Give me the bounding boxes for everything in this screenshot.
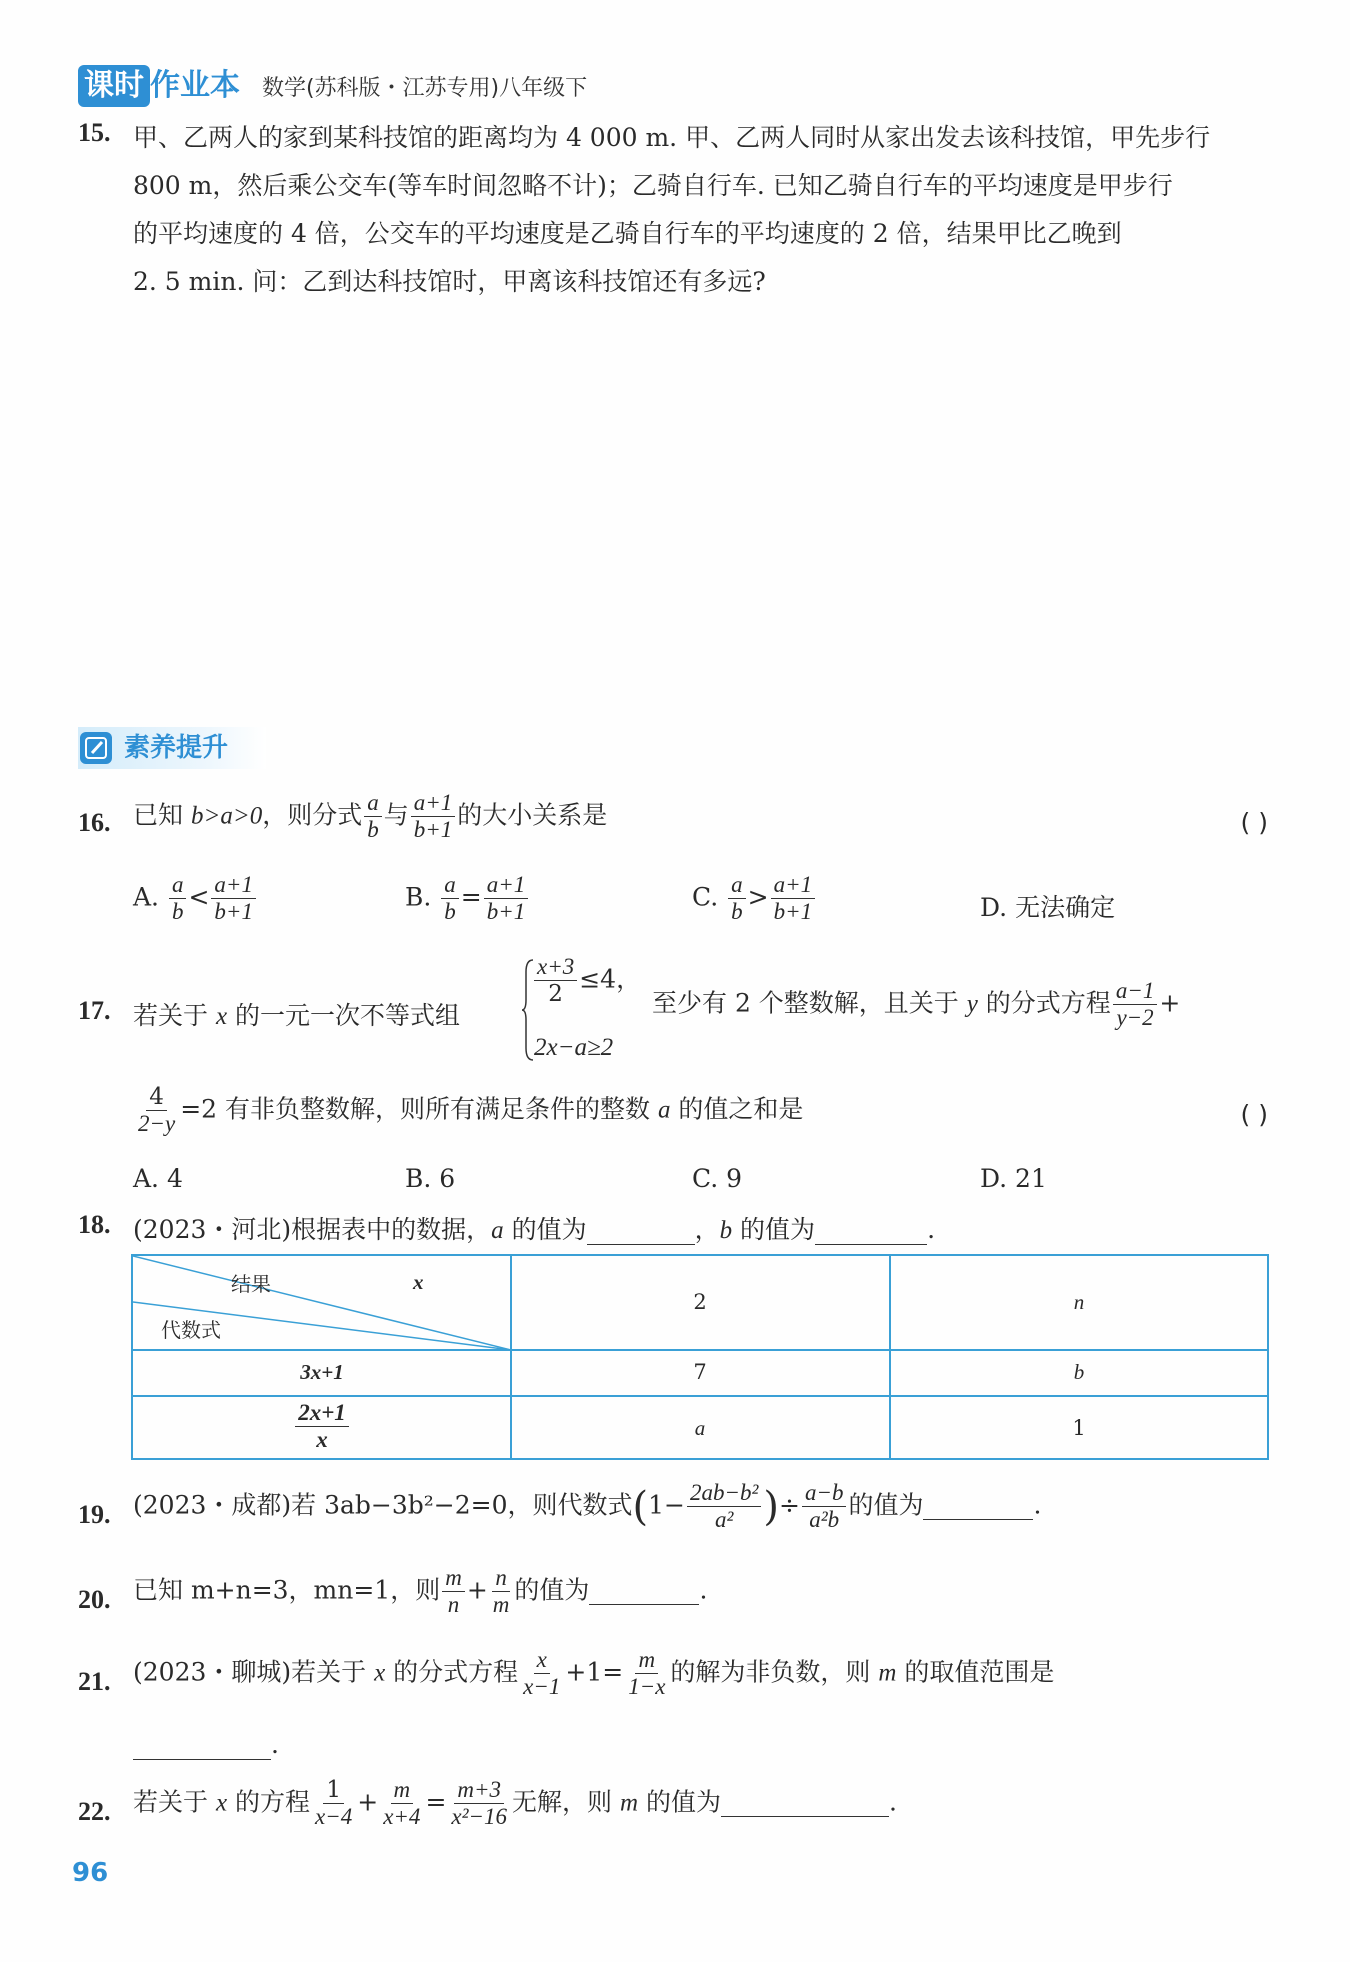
question-number: 22. [78,1797,111,1826]
subject-label: 数学(苏科版・江苏专用)八年级下 [261,76,588,101]
section-title: 素养提升 [124,733,229,763]
fraction: $\frac{a+1}{b+1}$ [411,790,456,844]
option-d: D. 无法确定 [980,893,1116,922]
answer-blank[interactable] [133,1730,271,1760]
q15-line-4: 2. 5 min. 问：乙到达科技馆时，甲离该科技馆还有多远? [133,267,766,296]
corner-x-label: x [413,1270,424,1294]
q21-text: (2023・聊城)若关于 x 的分式方程 $\frac{x}{x-1}$ +1= $\frac{m}{1-x}$ 的解为非负数，则 m 的取值范围是 [133,1647,1055,1700]
q17-line-1b: 至少有 2 个整数解，且关于 y 的分式方程 $\frac{a-1}{y-2}$ + [652,978,1181,1031]
q18-text: (2023・河北)根据表中的数据，a 的值为 ，b 的值为 . [133,1215,936,1244]
logo-box: 课时 [78,65,150,107]
fraction: $\frac{a}{b}$ [364,790,382,844]
question-number: 20. [78,1585,111,1614]
logo-text: 作业本 [150,68,240,103]
corner-bottom-label: 代数式 [161,1318,221,1342]
question-number: 15. [78,118,111,147]
header-cell: n [1073,1290,1085,1314]
answer-parentheses: ( ) [1240,1100,1268,1129]
q17-line-2: $\frac{4}{2-y}$ =2 有非负整数解，则所有满足条件的整数 a 的值之和是 [138,1084,804,1137]
option-a: A. $\frac{a}{b}$ < $\frac{a+1}{b+1}$ [133,872,258,926]
q21-answer-line: . [133,1730,279,1760]
pencil-icon [80,732,112,764]
page-number: 96 [72,1858,109,1888]
answer-blank[interactable] [589,1575,699,1605]
option-b: B. 6 [405,1164,456,1193]
page-header [78,60,587,107]
answer-parentheses: ( ) [1240,808,1268,837]
answer-blank[interactable] [587,1215,695,1245]
option-a: A. 4 [133,1164,183,1193]
q15-line-2: 800 m，然后乘公交车(等车时间忽略不计)；乙骑自行车. 已知乙骑自行车的平均速度是甲步行 [133,171,1173,200]
answer-blank[interactable] [815,1215,927,1245]
q19-text: (2023・成都)若 3ab−3b²−2=0，则代数式(1− $\frac{\text{2ab−b²}}{\text{a²}}$ )÷ $\frac{a-b}{\text{a²b}}$ 的值为 . [133,1480,1042,1533]
question-number: 18. [78,1210,111,1239]
q16-stem: 已知 b>a>0，则分式 $\frac{a}{b}$ 与 $\frac{a+1}{b+1}$ 的大小关系是 [133,790,608,843]
question-number: 21. [78,1667,111,1696]
option-d: D. 21 [980,1164,1047,1193]
data-table [131,1254,1269,1460]
option-b: B. $\frac{a}{b}$ = $\frac{a+1}{b+1}$ [405,872,530,926]
table-cell: a [694,1416,706,1440]
row-label: $\frac{2x+1}{x}$ [133,1400,511,1454]
table-cell: 7 [693,1360,707,1384]
table-cell: b [1073,1360,1085,1384]
row-label: 3x+1 [300,1360,344,1384]
question-number: 17. [78,996,111,1025]
q17-line-1a: 若关于 x 的一元一次不等式组 [133,1001,461,1030]
q15-line-3: 的平均速度的 4 倍，公交车的平均速度是乙骑自行车的平均速度的 2 倍，结果甲比乙晚到 [133,219,1122,248]
table-cell: 1 [1072,1416,1086,1440]
q22-text: 若关于 x 的方程 $\frac{1}{x-4}$ + $\frac{m}{x+4}$ = $\frac{m+3}{\text{x²−16}}$ 无解，则 m 的值为 . [133,1777,897,1830]
header-cell: 2 [693,1290,707,1314]
question-number: 19. [78,1500,111,1529]
inequality-2: 2x−a≥2 [534,1034,614,1061]
option-c: C. 9 [692,1164,743,1193]
option-c: C. $\frac{a}{b}$ > $\frac{a+1}{b+1}$ [692,872,817,926]
inequality-1: $\frac{x+3}{2}$ ≤4， [532,954,641,1008]
q20-text: 已知 m+n=3，mn=1，则 $\frac{m}{n}$ + $\frac{n}{m}$ 的值为 . [133,1565,708,1618]
corner-top-label: 结果 [231,1272,271,1296]
answer-blank[interactable] [923,1490,1033,1520]
answer-blank[interactable] [721,1787,889,1817]
q15-line-1: 甲、乙两人的家到某科技馆的距离均为 4 000 m. 甲、乙两人同时从家出发去该科技馆，甲先步行 [133,123,1211,152]
section-banner [78,727,266,769]
question-number: 16. [78,808,111,837]
